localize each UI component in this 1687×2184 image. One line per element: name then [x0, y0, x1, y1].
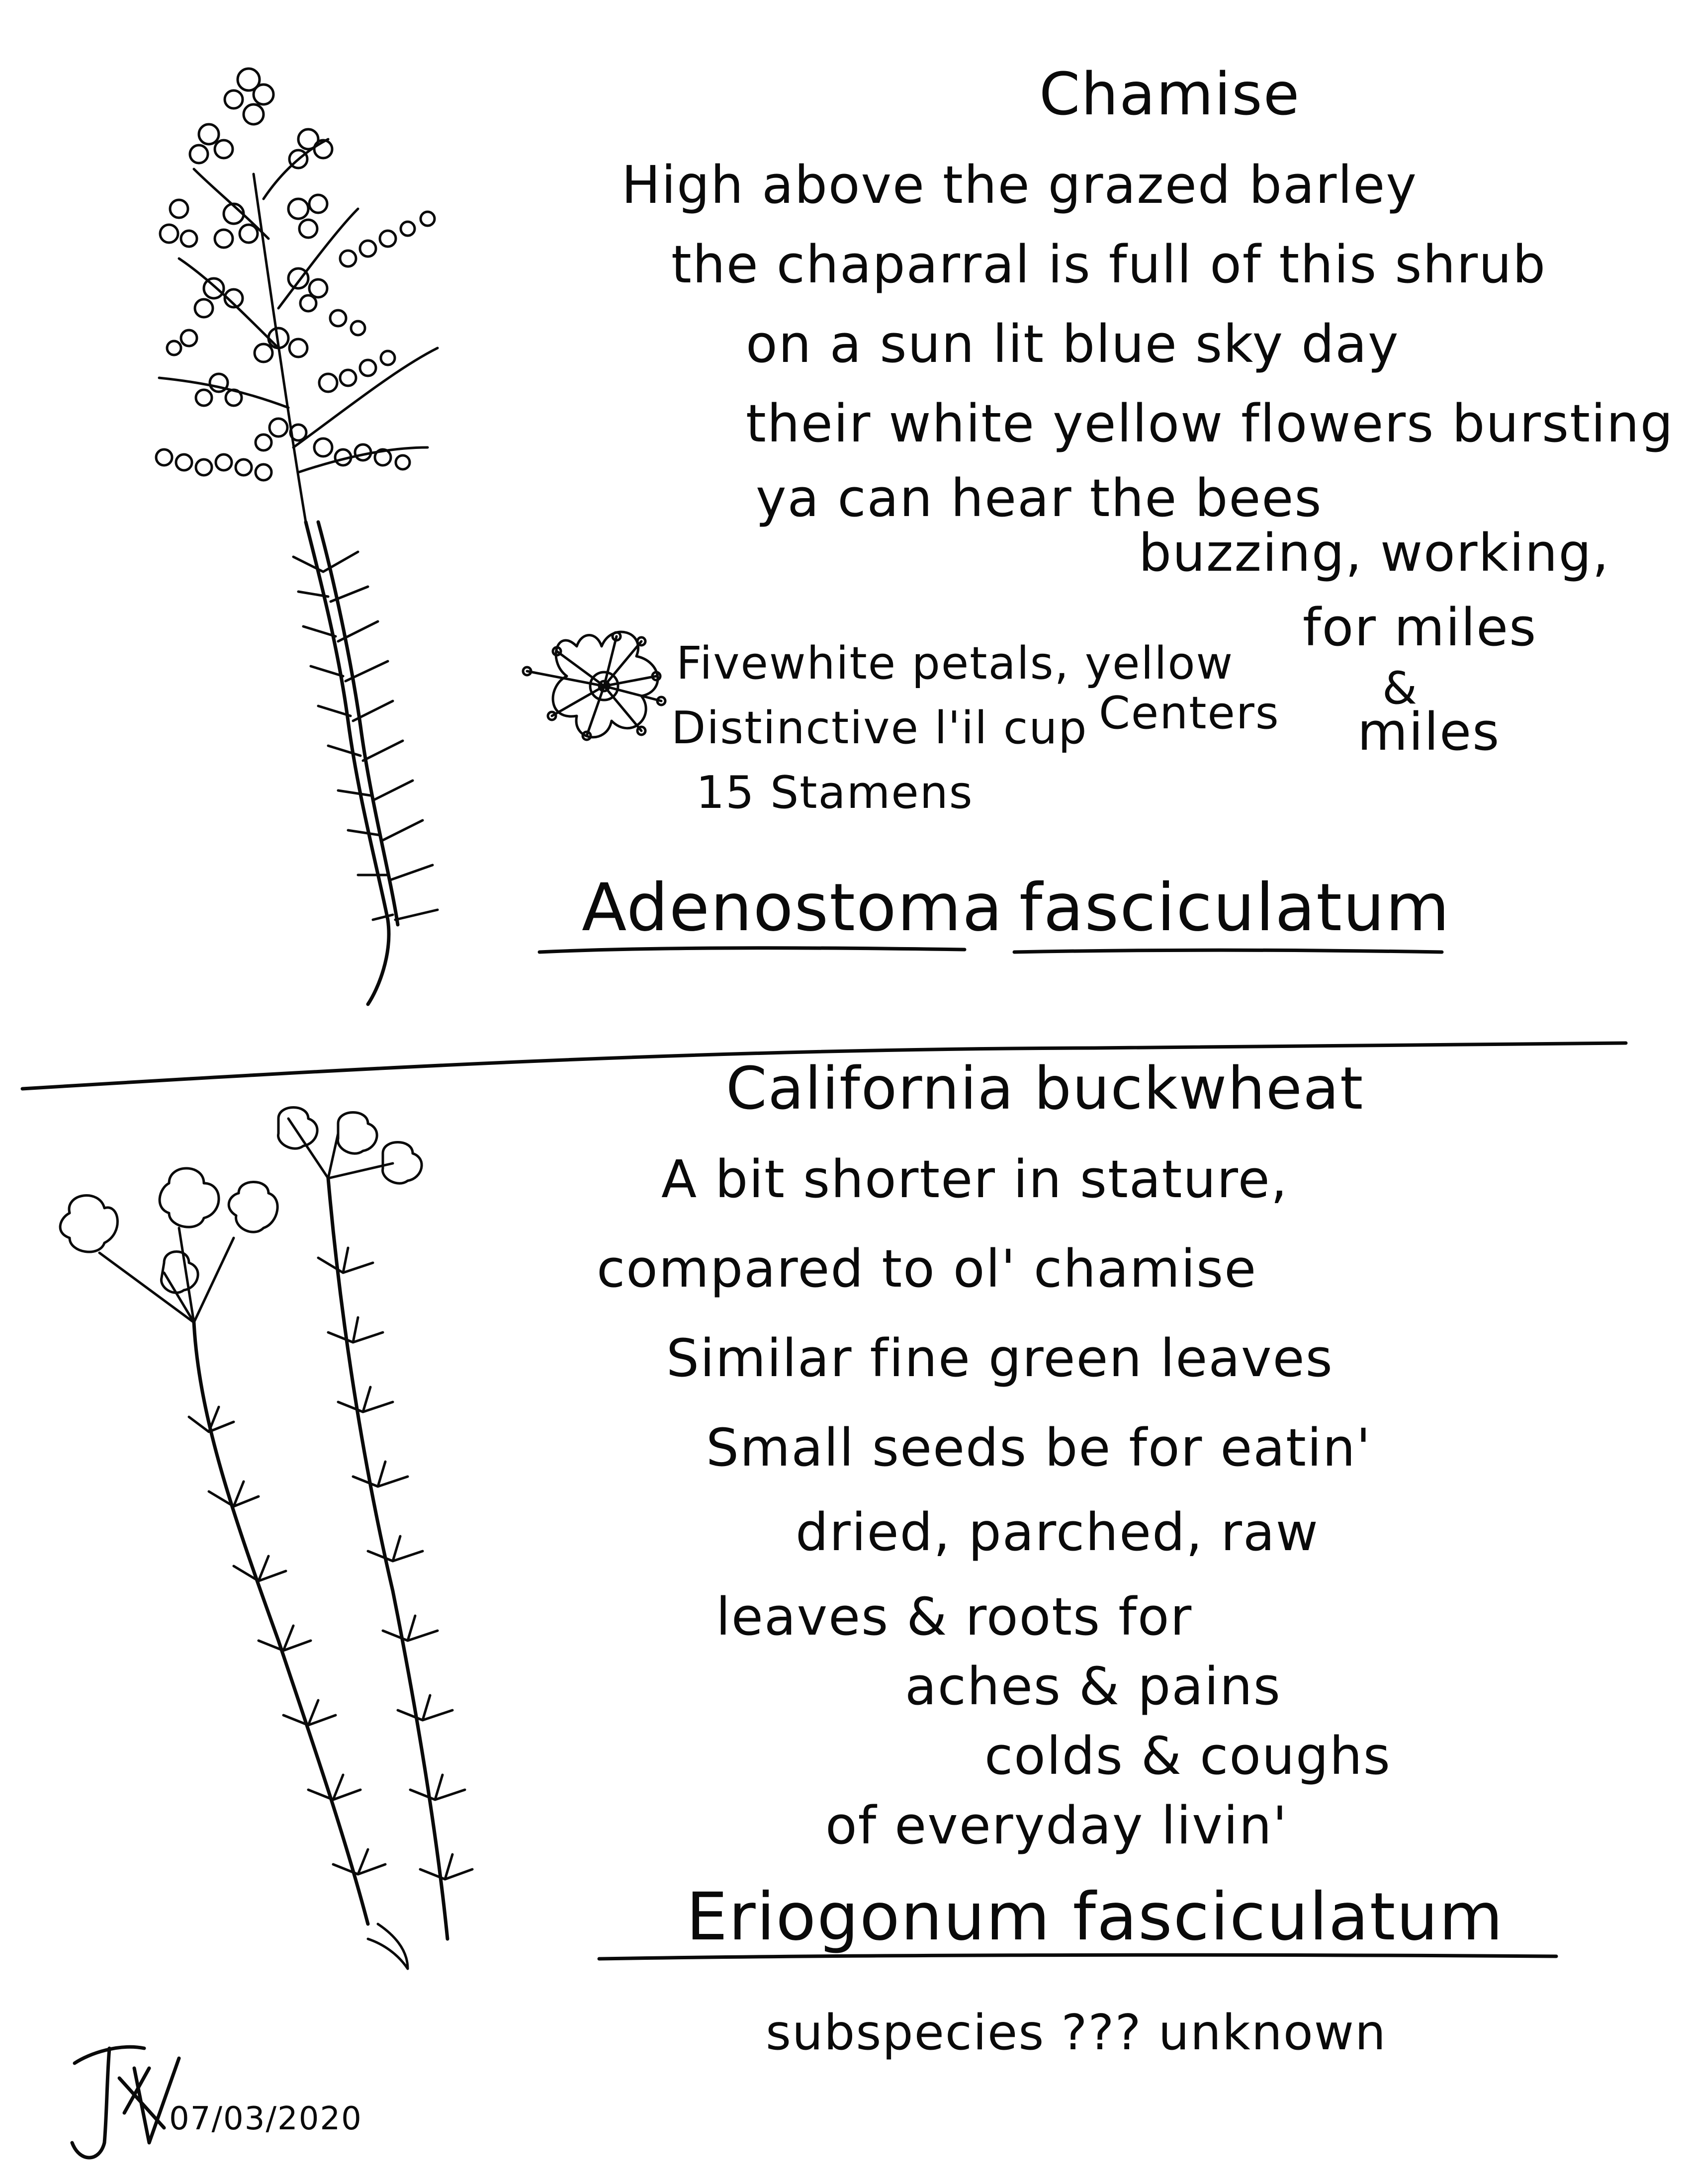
buckwheat-stems-drawing	[60, 1108, 472, 1969]
buckwheat-poem-line-5: dried, parched, raw	[796, 1502, 1319, 1563]
buckwheat-subspecies-note: subspecies ??? unknown	[766, 2005, 1387, 2061]
chamise-poem-line-3: on a sun lit blue sky day	[746, 314, 1400, 374]
chamise-title: Chamise	[1039, 60, 1301, 128]
buckwheat-poem-line-7: aches & pains	[905, 1656, 1281, 1717]
chamise-flower-diagram	[523, 632, 665, 740]
chamise-latin-underline	[539, 948, 1442, 952]
chamise-poem-ampersand: &	[1382, 662, 1419, 714]
buckwheat-poem-line-4: Small seeds be for eatin'	[706, 1417, 1372, 1478]
chamise-poem-line-1: High above the grazed barley	[622, 155, 1418, 215]
flower-note-cup: Distinctive l'il cup	[671, 702, 1088, 754]
chamise-poem-line-5: ya can hear the bees	[756, 468, 1323, 528]
chamise-latin-species: fasciculatum	[1019, 870, 1451, 946]
buckwheat-poem-line-9: of everyday livin'	[825, 1795, 1288, 1856]
buckwheat-title: California buckwheat	[726, 1054, 1364, 1123]
chamise-poem-line-8: miles	[1357, 701, 1501, 762]
buckwheat-poem-line-6: leaves & roots for	[716, 1586, 1193, 1647]
buckwheat-poem-line-1: A bit shorter in stature,	[661, 1149, 1288, 1210]
chamise-poem-line-2: the chaparral is full of this shrub	[671, 234, 1547, 295]
buckwheat-poem-line-2: compared to ol' chamise	[597, 1238, 1257, 1299]
buckwheat-poem-line-3: Similar fine green leaves	[666, 1328, 1333, 1389]
chamise-poem-line-7: for miles	[1303, 597, 1537, 658]
flower-note-centers: Centers	[1099, 687, 1280, 739]
chamise-sprig-drawing	[156, 69, 438, 1004]
buckwheat-latin-underline	[599, 1955, 1556, 1959]
flower-note-petals: Fivewhite petals, yellow	[676, 637, 1234, 690]
chamise-poem-line-4: their white yellow flowers bursting	[746, 393, 1674, 454]
buckwheat-poem-line-8: colds & coughs	[984, 1726, 1391, 1786]
artist-monogram	[72, 2047, 179, 2158]
flower-note-stamens: 15 Stamens	[696, 767, 974, 819]
chamise-latin-genus: Adenostoma	[582, 870, 1004, 946]
chamise-poem-line-6: buzzing, working,	[1139, 523, 1610, 583]
drawing-date: 07/03/2020	[169, 2100, 362, 2137]
buckwheat-latin-name: Eriogonum fasciculatum	[686, 1879, 1504, 1955]
